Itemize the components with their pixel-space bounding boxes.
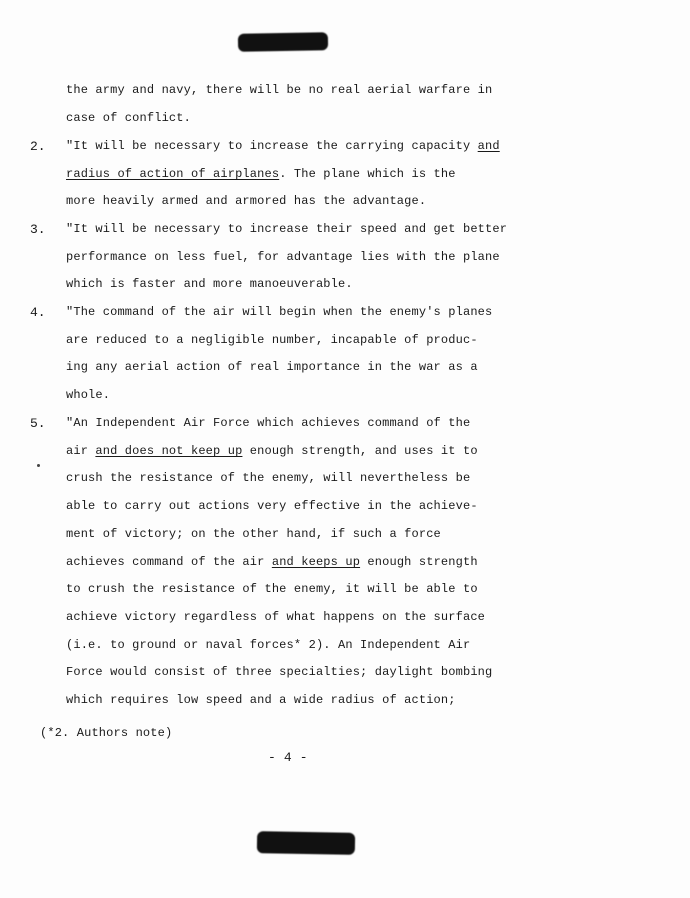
item-number: 5.: [30, 416, 46, 431]
redaction-mark-top: [238, 32, 328, 52]
text-segment: ing any aerial action of real importance in the war as a: [66, 360, 478, 374]
footnote: (*2. Authors note): [40, 726, 173, 740]
item-text-line: [66, 250, 500, 264]
scan-speck: [37, 464, 40, 467]
item-text-line: [66, 333, 478, 347]
text-segment: air: [66, 444, 96, 458]
item-text-line: [66, 444, 478, 458]
item-text-line: [66, 582, 478, 596]
text-segment: Force would consist of three specialties; daylight bombing: [66, 665, 493, 679]
item-text-line: [66, 665, 492, 679]
item-text-line: [66, 167, 456, 181]
text-segment: able to carry out actions very effective in the achieve-: [66, 499, 478, 513]
text-segment: achieves command of the air: [66, 555, 272, 569]
text-segment: ment of victory; on the other hand, if such a force: [66, 527, 441, 541]
text-segment: crush the resistance of the enemy, will nevertheless be: [66, 471, 471, 485]
item-text-line: [66, 610, 485, 624]
text-segment: achieve victory regardless of what happens on the surface: [66, 610, 486, 624]
item-text-line: [66, 693, 456, 707]
item-text-line: [66, 555, 478, 569]
item-text-line: [66, 194, 426, 208]
text-segment: . The plane which is the: [279, 167, 456, 181]
text-segment: enough strength, and uses it to: [242, 444, 478, 458]
text-segment: "The command of the air will begin when the enemy's planes: [66, 305, 493, 319]
text-segment: which is faster and more manoeuverable.: [66, 277, 353, 291]
text-segment: (i.e. to ground or naval forces* 2). An Independent Air: [66, 638, 471, 652]
underlined-phrase: and: [477, 139, 500, 153]
item-number: 3.: [30, 222, 46, 237]
item-text-line: [66, 527, 441, 541]
continuation-line: the army and navy, there will be no real aerial warfare in: [66, 83, 493, 97]
item-text-line: [66, 222, 507, 236]
text-segment: are reduced to a negligible number, incapable of produc-: [66, 333, 478, 347]
text-segment: "It will be necessary to increase their speed and get better: [66, 222, 508, 236]
text-segment: performance on less fuel, for advantage lies with the plane: [66, 250, 500, 264]
item-number: 2.: [30, 139, 46, 154]
underlined-phrase: and keeps up: [271, 555, 361, 569]
item-text-line: [66, 360, 478, 374]
item-text-line: [66, 388, 110, 402]
text-segment: whole.: [66, 388, 111, 402]
item-text-line: [66, 277, 353, 291]
item-text-line: [66, 416, 470, 430]
text-segment: to crush the resistance of the enemy, it will be able to: [66, 582, 478, 596]
item-number: 4.: [30, 305, 46, 320]
page-number: - 4 -: [268, 750, 308, 765]
text-segment: enough strength: [360, 555, 478, 569]
item-text-line: [66, 638, 470, 652]
text-segment: which requires low speed and a wide radius of action;: [66, 693, 456, 707]
continuation-line: case of conflict.: [66, 111, 191, 125]
item-text-line: [66, 499, 478, 513]
item-text-line: [66, 471, 470, 485]
item-text-line: [66, 139, 500, 153]
underlined-phrase: and does not keep up: [95, 444, 243, 458]
item-text-line: [66, 305, 492, 319]
text-segment: "It will be necessary to increase the carrying capacity: [66, 139, 478, 153]
redaction-mark-bottom: [257, 831, 355, 855]
underlined-phrase: radius of action of airplanes: [66, 167, 280, 181]
text-segment: "An Independent Air Force which achieves command of the: [66, 416, 471, 430]
text-segment: more heavily armed and armored has the advantage.: [66, 194, 427, 208]
